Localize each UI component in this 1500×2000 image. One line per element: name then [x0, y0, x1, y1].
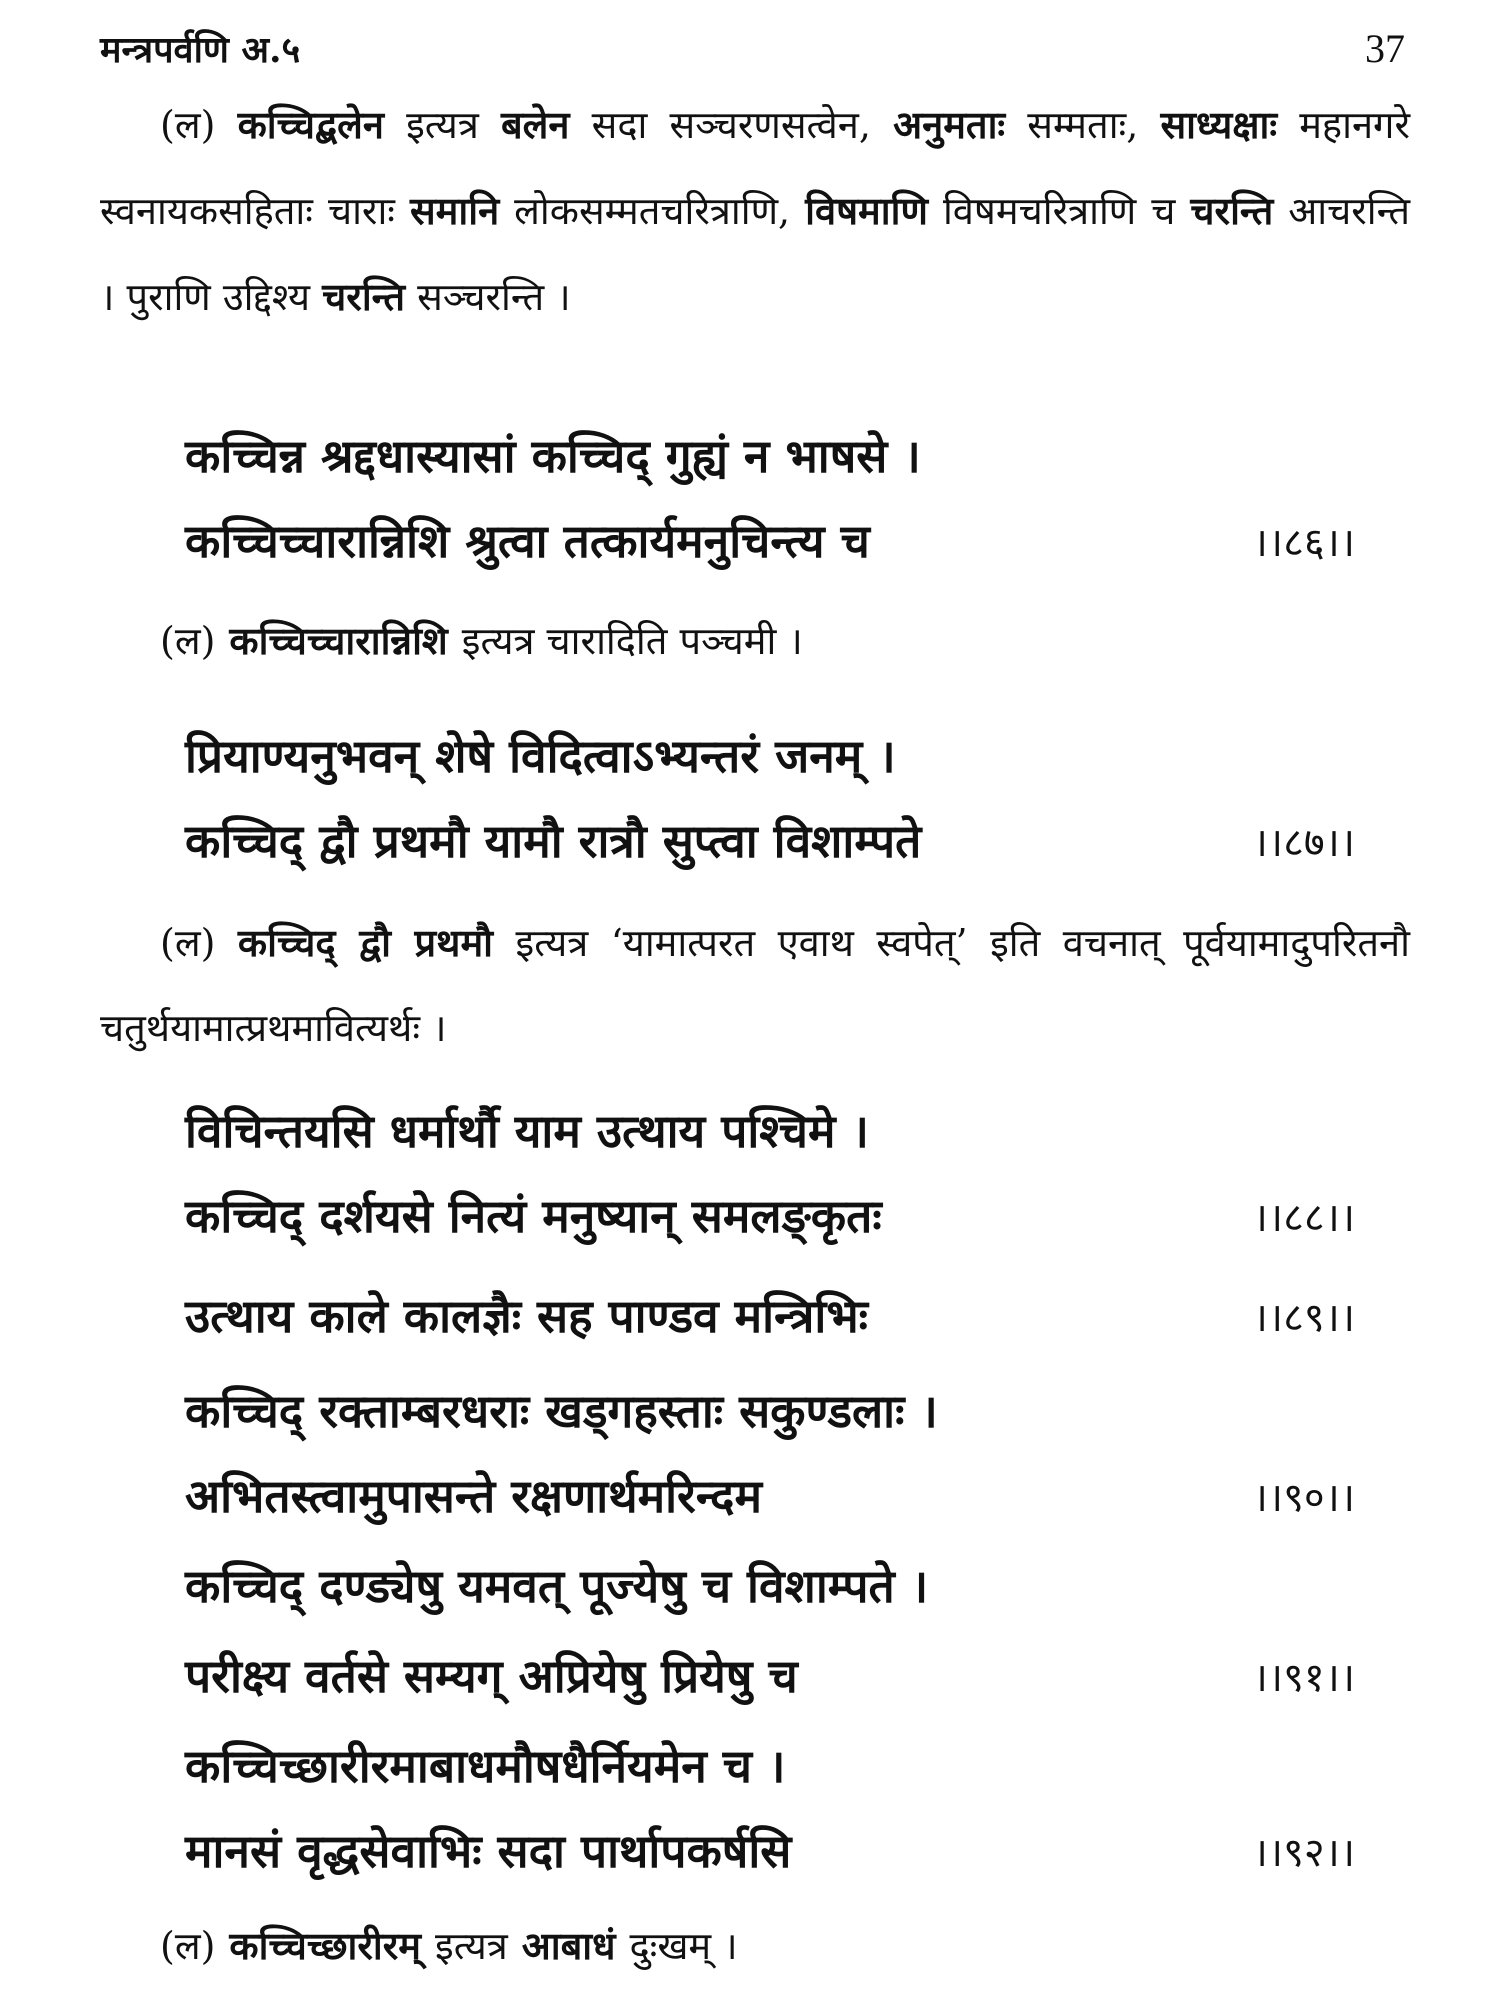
verse-line	[185, 505, 1355, 575]
page-header	[100, 18, 1405, 78]
verse-line	[185, 1815, 1355, 1885]
commentary-text: आचरन्ति । पुराणि उद्दिश्य	[100, 189, 1410, 319]
commentary-text: दुःखम् ।	[629, 1924, 738, 1968]
bold-term: चरन्ति	[1190, 188, 1274, 233]
commentary-text: इत्यत्र चारादिति पञ्चमी ।	[461, 619, 803, 663]
commentary-paragraph-1	[100, 82, 1410, 340]
commentary-text: महानगरे स्वनायकसहिताः चाराः	[100, 103, 1410, 233]
verse-text: परीक्ष्य वर्तसे सम्यग् अप्रियेषु प्रियेषु च	[185, 1649, 798, 1703]
verse-number: ।।८८।।	[1252, 1194, 1355, 1241]
verse-text: विचिन्तयसि धर्मार्थौ याम उत्थाय पश्चिमे ।	[185, 1104, 869, 1158]
commentary-text: सदा सञ्चरणसत्वेन,	[569, 103, 894, 147]
verse-line	[185, 1280, 1355, 1350]
verse-number: ।।८६।।	[1252, 519, 1355, 566]
verse-line	[185, 720, 1355, 790]
commentary-text: सञ्चरन्ति ।	[405, 275, 571, 319]
verse-line	[185, 1460, 1355, 1530]
verse-line	[185, 1180, 1355, 1250]
page-number: 37	[1365, 25, 1405, 71]
bold-term: आबाधं	[521, 1923, 616, 1968]
verse-text: कच्चिन्न श्रद्दधास्यासां कच्चिद् गुह्यं न भाषसे ।	[185, 429, 921, 483]
bold-term: कच्चिद्बलेन	[237, 102, 384, 147]
verse-number: ।।८७।।	[1252, 819, 1355, 866]
verse-number: ।।९०।।	[1252, 1474, 1355, 1521]
commentary-marker: (ल)	[160, 619, 216, 663]
bold-term: विषमाणि	[805, 188, 928, 233]
commentary-text: इत्यत्र	[383, 103, 501, 147]
verse-line	[185, 1730, 1355, 1800]
verse-number: ।।९२।।	[1252, 1829, 1355, 1876]
verse-line	[185, 1550, 1355, 1620]
bold-term: चरन्ति	[322, 274, 406, 319]
verse-text: मानसं वृद्धसेवाभिः सदा पार्थापकर्षसि	[185, 1824, 792, 1878]
commentary-marker: (ल)	[160, 1924, 216, 1968]
verse-line	[185, 805, 1355, 875]
verse-text: प्रियाण्यनुभवन् शेषे विदित्वाऽभ्यन्तरं जनम् ।	[185, 729, 896, 783]
bold-term: बलेन	[500, 102, 570, 147]
bold-term: कच्चिच्चारान्निशि	[229, 618, 448, 663]
verse-number: ।।८९।।	[1252, 1294, 1355, 1341]
verse-line	[185, 1375, 1355, 1445]
verse-text: कच्चिच्छारीरमाबाधमौषधैर्नियमेन च ।	[185, 1739, 786, 1793]
verse-text: कच्चिद् दर्शयसे नित्यं मनुष्यान् समलङ्कृतः	[185, 1189, 882, 1243]
verse-text: कच्चिद् रक्ताम्बरधराः खड्गहस्ताः सकुण्डलाः ।	[185, 1384, 938, 1438]
commentary-text: इत्यत्र ‘यामात्परत एवाथ स्वपेत्’ इति वचनात् पूर्वयामादुपरितनौ चतुर्थयामात्प्रथमावित्यर्थः ।	[100, 921, 1410, 1050]
commentary-note-3	[160, 1910, 738, 1980]
commentary-note-2	[100, 900, 1410, 1071]
bold-term: समानि	[409, 188, 500, 233]
commentary-marker: (ल)	[160, 103, 216, 147]
verse-text: उत्थाय काले कालज्ञैः सह पाण्डव मन्त्रिभिः	[185, 1289, 868, 1343]
commentary-text: इत्यत्र	[435, 1924, 508, 1968]
bold-term: कच्चिच्छारीरम्	[229, 1923, 422, 1968]
bold-term: अनुमताः	[893, 102, 1006, 147]
running-head: मन्त्रपर्वणि अ.५	[100, 28, 301, 71]
bold-term: कच्चिद् द्वौ प्रथमौ	[237, 920, 494, 965]
commentary-text: लोकसम्मतचरित्राणि,	[499, 189, 806, 233]
bold-term: साध्यक्षाः	[1160, 102, 1278, 147]
verse-number: ।।९१।।	[1252, 1654, 1355, 1701]
commentary-text: सम्मताः,	[1005, 103, 1161, 147]
commentary-marker: (ल)	[160, 921, 216, 965]
verse-text: कच्चिद् द्वौ प्रथमौ यामौ रात्रौ सुप्त्वा विशाम्पते	[185, 814, 922, 868]
verse-text: कच्चिच्चारान्निशि श्रुत्वा तत्कार्यमनुचिन्त्य च	[185, 514, 870, 568]
verse-text: कच्चिद् दण्ड्येषु यमवत् पूज्येषु च विशाम्पते ।	[185, 1559, 929, 1613]
verse-text: अभितस्त्वामुपासन्ते रक्षणार्थमरिन्दम	[185, 1469, 762, 1523]
commentary-note-1	[160, 605, 803, 675]
verse-line	[185, 420, 1355, 490]
verse-line	[185, 1095, 1355, 1165]
commentary-text: विषमचरित्राणि च	[927, 189, 1191, 233]
verse-line	[185, 1640, 1355, 1710]
